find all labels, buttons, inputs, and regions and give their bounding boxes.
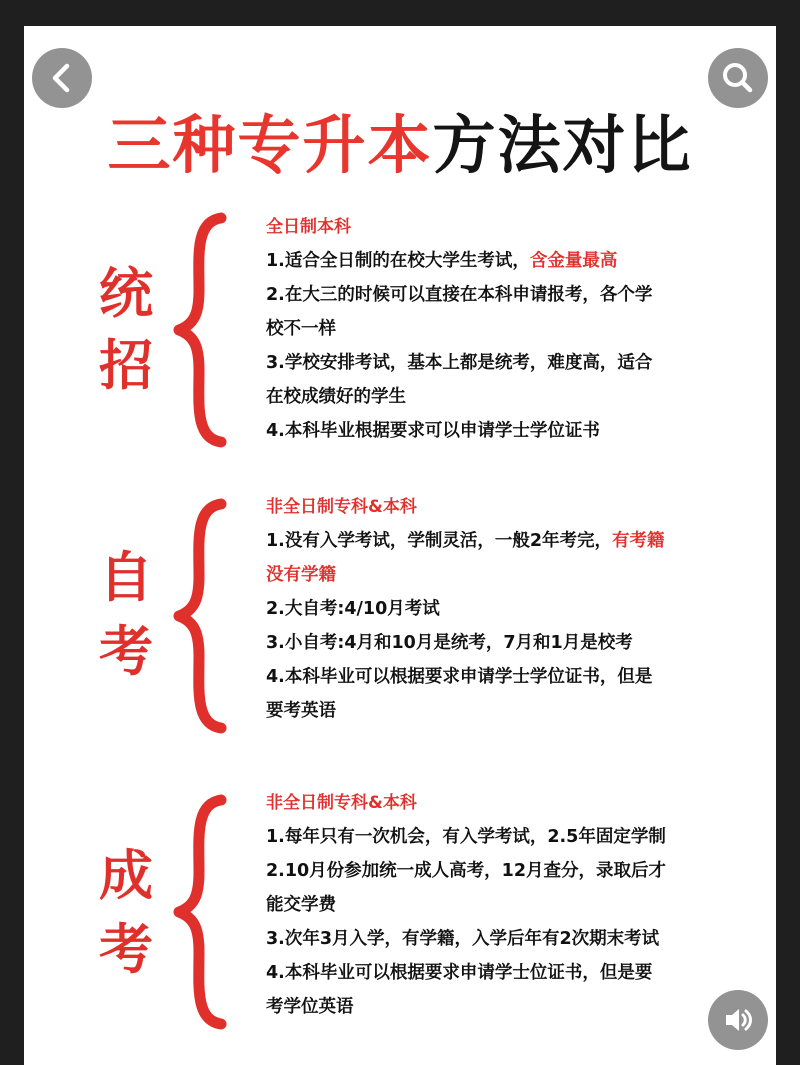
section-2-subtitle: 非全日制专科&本科	[266, 497, 417, 517]
section-1-brace-icon	[169, 212, 229, 448]
section-3-subtitle: 非全日制专科&本科	[266, 793, 417, 813]
section-1-line-5: 在校成绩好的学生	[266, 387, 406, 407]
section-3-brace-icon	[169, 794, 229, 1030]
section-1-content	[266, 210, 736, 448]
section-3-content	[266, 786, 736, 1024]
section-1-subtitle: 全日制本科	[266, 217, 351, 237]
section-3-name-char-1: 成	[99, 844, 153, 907]
page-title	[24, 109, 776, 182]
speaker-icon	[708, 990, 768, 1050]
section-1-line-6: 4.本科毕业根据要求可以申请学士学位证书	[266, 421, 600, 441]
title-dark-part: 方法对比	[432, 109, 693, 182]
section-2-brace-icon	[169, 498, 229, 734]
search-icon	[708, 48, 768, 108]
section-2-line-5: 4.本科毕业可以根据要求申请学士学位证书，但是	[266, 667, 653, 687]
title-red-part: 三种专升本	[107, 109, 433, 182]
section-2-name-char-2: 考	[99, 620, 153, 683]
section-1-name-char-1: 统	[99, 262, 153, 325]
sound-button[interactable]	[708, 990, 768, 1050]
section-3-line-1: 1.每年只有一次机会，有入学考试，2.5年固定学制	[266, 827, 666, 847]
section-1-line-1: 1.适合全日制的在校大学生考试，含金量最高	[266, 251, 618, 271]
section-3-line-3: 能交学费	[266, 895, 336, 915]
infographic-image	[24, 26, 776, 1065]
section-2-line-6: 要考英语	[266, 701, 336, 721]
section-3-line-4: 3.次年3月入学，有学籍，入学后年有2次期末考试	[266, 929, 660, 949]
section-1-name-char-2: 招	[99, 334, 153, 397]
section-2-name-char-1: 自	[99, 546, 153, 609]
section-1-line-4: 3.学校安排考试，基本上都是统考，难度高，适合	[266, 353, 653, 373]
section-1-line-2: 2.在大三的时候可以直接在本科申请报考，各个学	[266, 285, 653, 305]
chevron-left-icon	[32, 48, 92, 108]
section-2-content	[266, 490, 736, 728]
section-3-line-5: 4.本科毕业可以根据要求申请学士位证书，但是要	[266, 963, 653, 983]
section-2-line-3: 2.大自考:4/10月考试	[266, 599, 440, 619]
section-2-line-1: 1.没有入学考试，学制灵活，一般2年考完，有考籍	[266, 531, 665, 551]
section-3-line-2: 2.10月份参加统一成人高考，12月查分，录取后才	[266, 861, 667, 881]
section-3-name-char-2: 考	[99, 918, 153, 981]
section-2-line-2: 没有学籍	[266, 565, 336, 585]
back-button[interactable]	[32, 48, 92, 108]
search-button[interactable]	[708, 48, 768, 108]
section-1-line-3: 校不一样	[266, 319, 336, 339]
section-2-line-4: 3.小自考:4月和10月是统考，7月和1月是校考	[266, 633, 633, 653]
section-3-line-6: 考学位英语	[266, 997, 354, 1017]
